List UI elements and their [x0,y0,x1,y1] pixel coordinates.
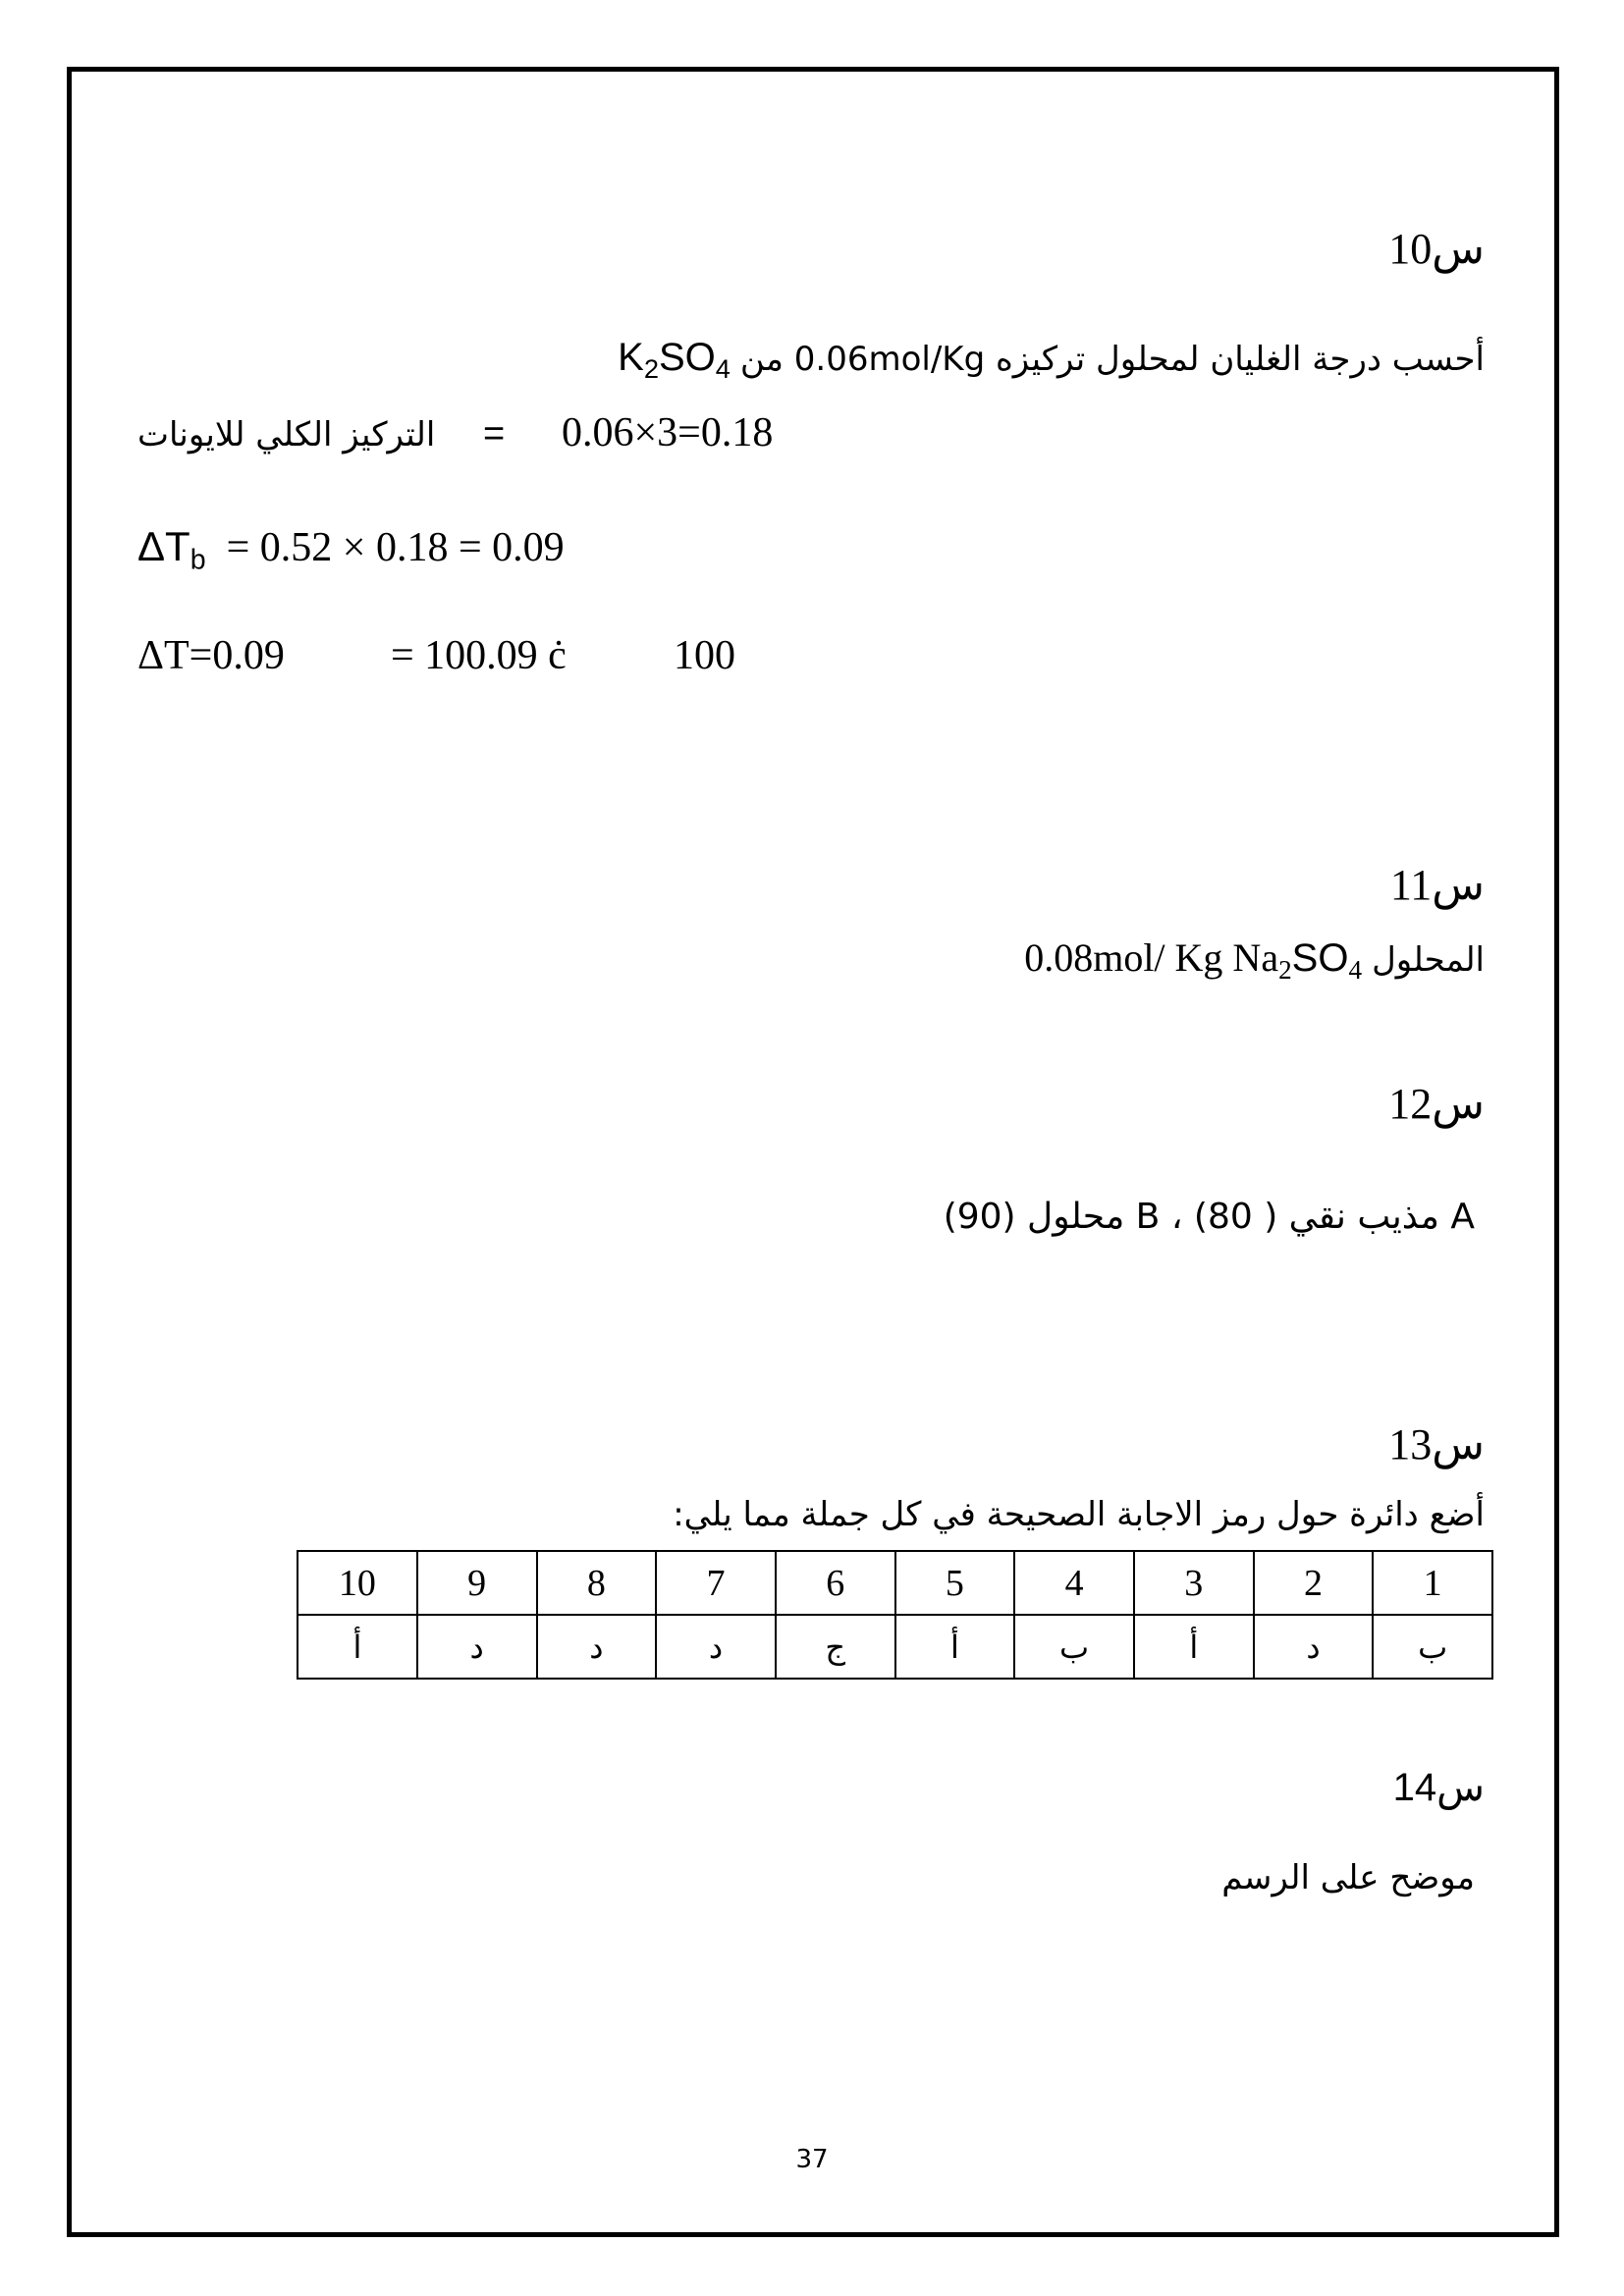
boiling-point-result: = 100.09 ċ [391,633,567,678]
delta-tb-line: $\Delta T_b = 0.52 \times 0.18 = 0.09$ [137,523,565,576]
pure-boiling-point: 100 [674,633,735,678]
question-14-label: س14 [1392,1766,1485,1809]
question-10-prompt [618,336,1485,385]
answer-cell: أ [895,1615,1015,1679]
answer-cell: د [656,1615,776,1679]
answer-cell: ج [776,1615,895,1679]
question-number-cell: 9 [417,1551,537,1615]
answer-cell: أ [298,1615,417,1679]
answer-cell: أ [1134,1615,1254,1679]
answer-table-numbers-row [298,1551,1492,1615]
question-10-prompt-text: أحسب درجة الغليان لمحلول تركيزه 0.06mol/Kg من [739,340,1485,379]
ion-concentration-equals: = [483,413,506,454]
answer-cell: ب [1014,1615,1134,1679]
question-number-cell: 7 [656,1551,776,1615]
question-12-label: س12 [1388,1080,1485,1128]
answer-table [297,1550,1493,1680]
question-number-cell: 5 [895,1551,1015,1615]
ion-concentration-value: 0.06×3=0.18 [562,410,774,455]
question-number-cell: 6 [776,1551,895,1615]
question-11-answer: 0.08mol/ Kg $Na_2SO_4$ المحلول [1024,935,1485,986]
question-14-answer: موضح على الرسم [1221,1858,1475,1897]
question-number-cell: 4 [1014,1551,1134,1615]
answer-cell: د [1254,1615,1374,1679]
answer-table-answers-row [298,1615,1492,1679]
answer-cell: ب [1373,1615,1492,1679]
ion-concentration-label: التركيز الكلي للايونات [137,415,436,454]
question-11-formula: 0.08mol/ Kg $Na_2SO_4$ [1024,935,1363,986]
page-number: 37 [795,2145,829,2174]
question-13-label: س13 [1388,1420,1485,1468]
delta-t-value: ΔT=0.09 [137,633,285,678]
answer-cell: د [537,1615,657,1679]
question-number-cell: 10 [298,1551,417,1615]
page-border [67,67,1559,2237]
solute-formula: $K_2SO_4$ [618,336,731,385]
question-number-cell: 2 [1254,1551,1374,1615]
question-number-cell: 3 [1134,1551,1254,1615]
question-number-cell: 1 [1373,1551,1492,1615]
question-number-cell: 8 [537,1551,657,1615]
question-13-instruction: أضع دائرة حول رمز الاجابة الصحيحة في كل جملة مما يلي: [673,1495,1485,1534]
question-11-label: س11 [1389,861,1485,909]
question-10-label: س10 [1388,225,1485,273]
answer-cell: د [417,1615,537,1679]
question-12-answer: A مذيب نقي ( 80) ، B محلول (90) [943,1197,1475,1237]
